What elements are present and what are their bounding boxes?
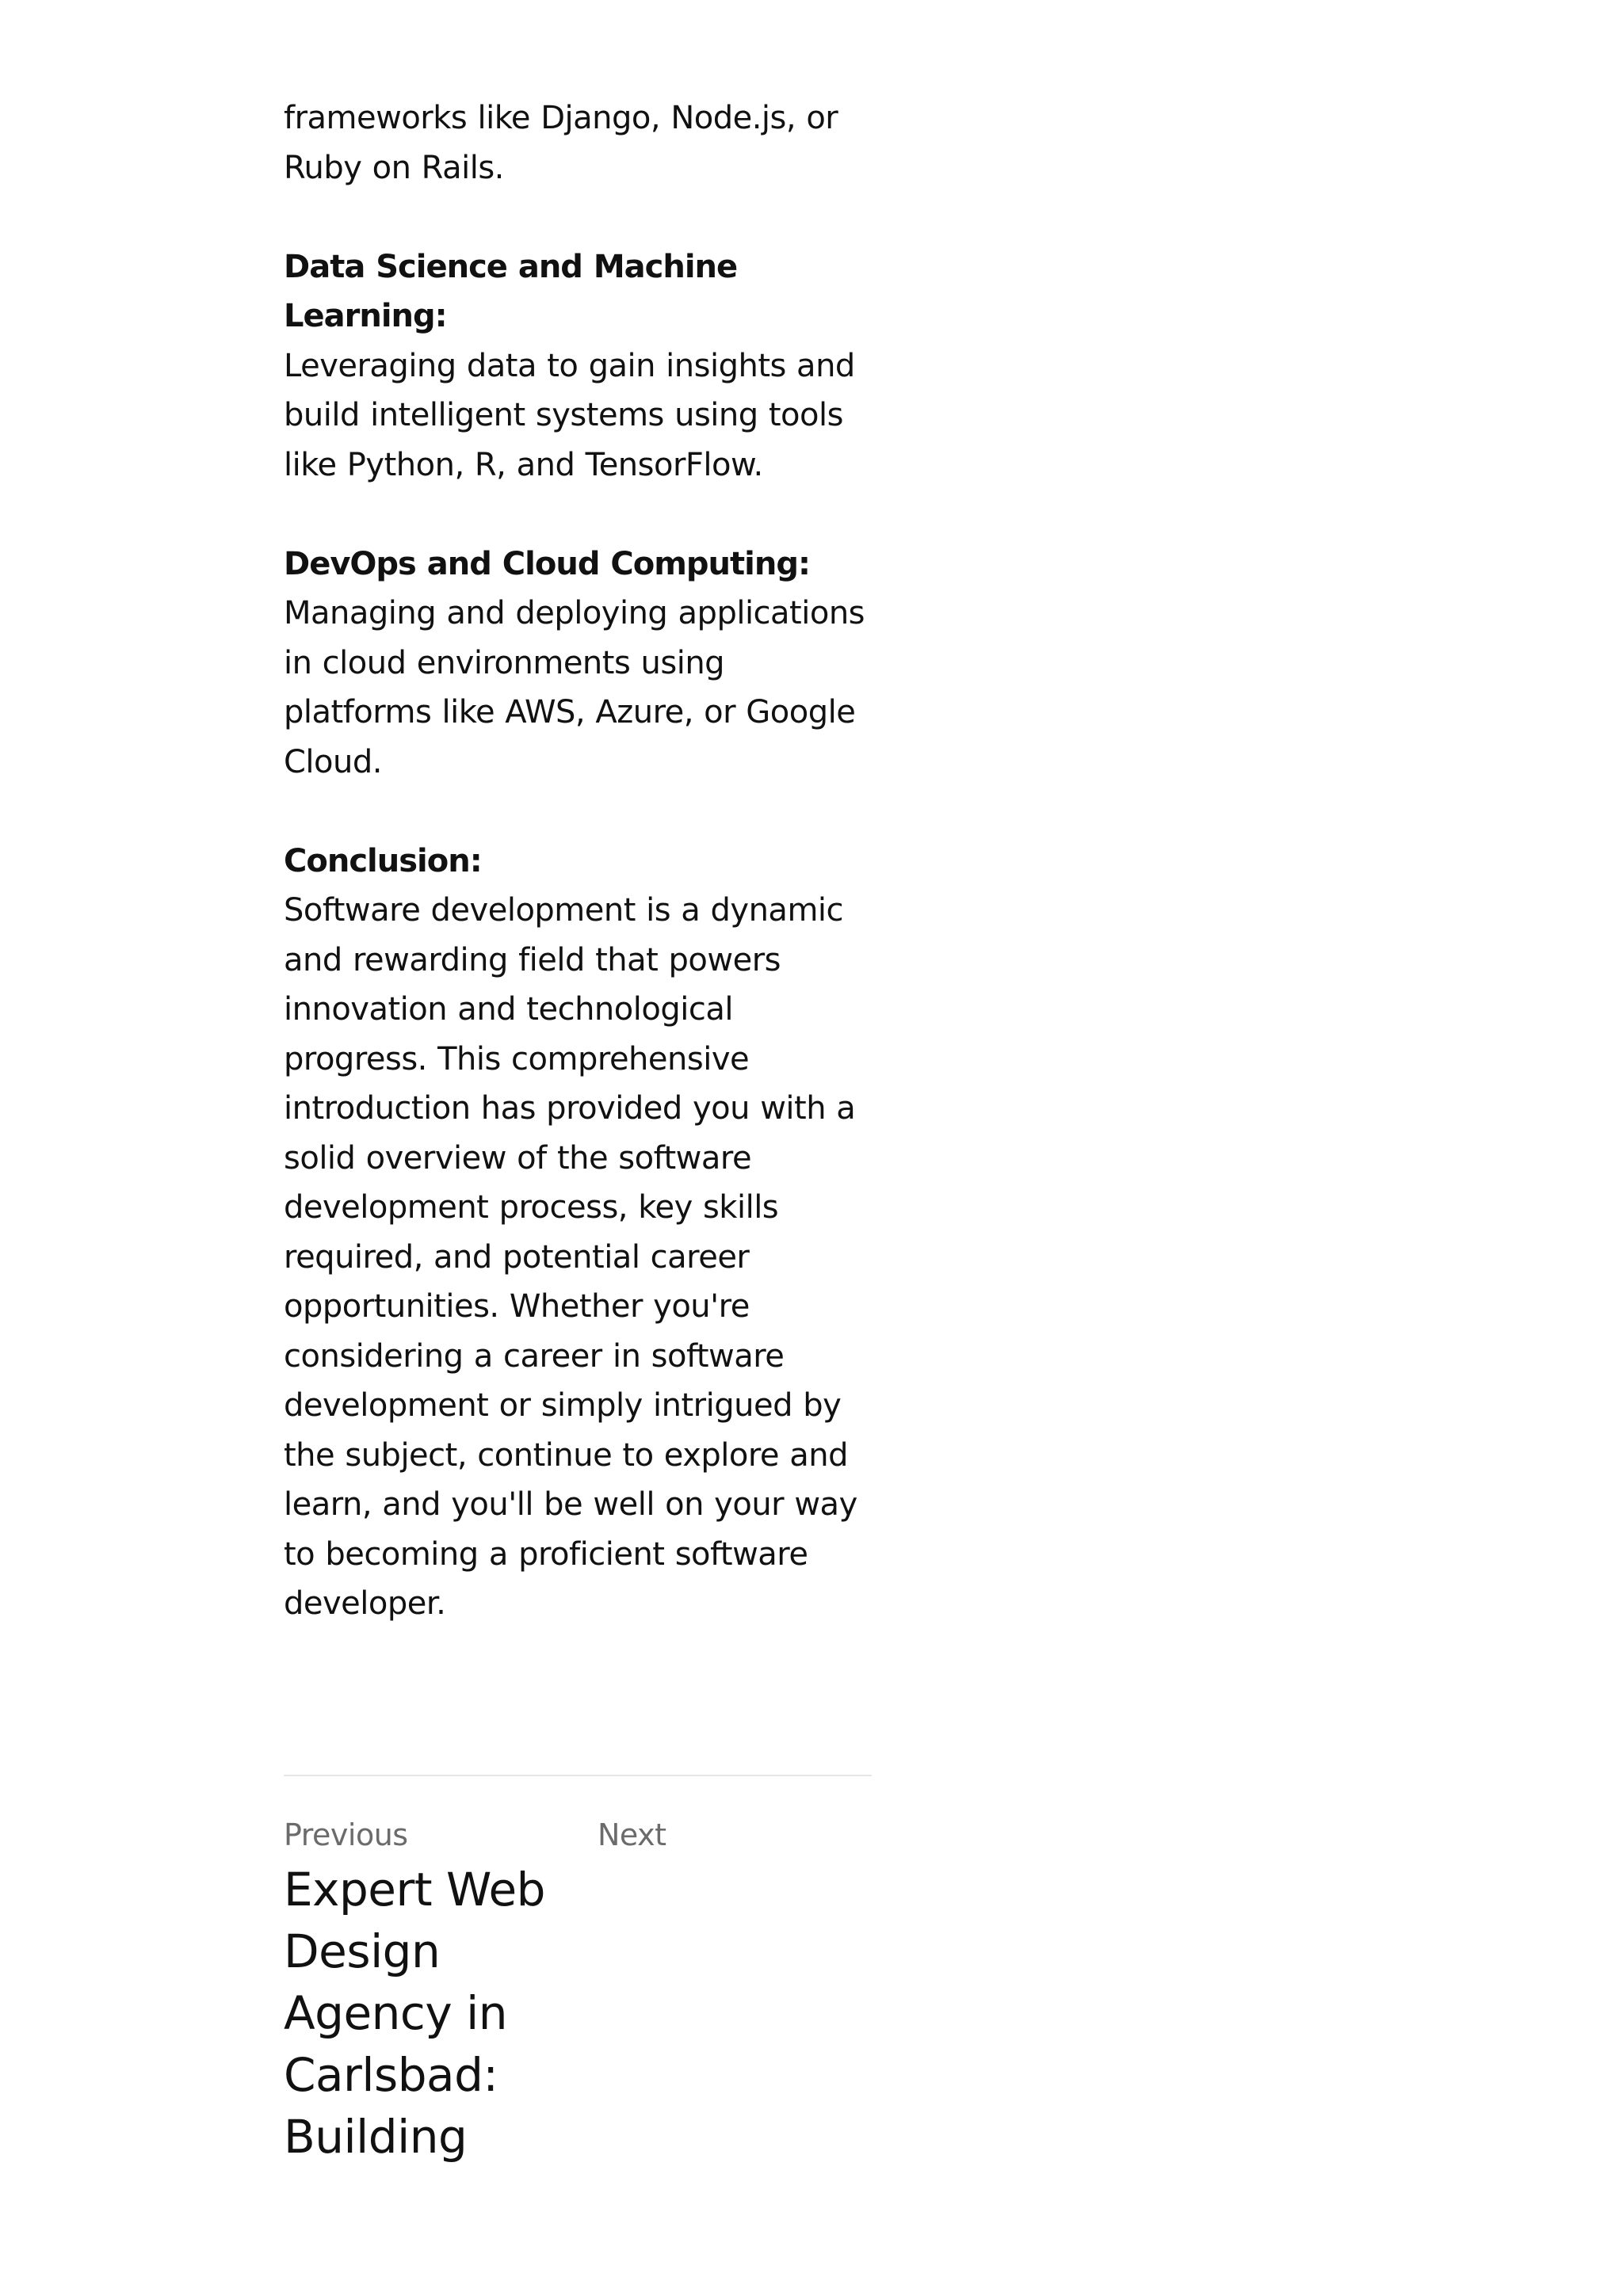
post-nav-divider: [284, 1775, 872, 1776]
devops-section: [284, 540, 874, 788]
data-science-section: [284, 242, 874, 490]
devops-text: Managing and deploying applications in cloud environments using platforms like AWS, Azure, or Google Cloud.: [284, 595, 865, 780]
paragraph-gap: [284, 193, 874, 242]
previous-post-title[interactable]: Expert Web Design Agency in Carlsbad: Building: [284, 1863, 545, 2164]
next-post-link[interactable]: [598, 1814, 872, 1855]
paragraph-gap: [284, 787, 874, 837]
conclusion-heading: Conclusion:: [284, 842, 482, 879]
conclusion-section: [284, 837, 874, 1629]
previous-label: Previous: [284, 1817, 408, 1852]
paragraph-gap: [284, 490, 874, 540]
intro-paragraph-tail: frameworks like Django, Node.js, or Ruby on Rails.: [284, 100, 838, 186]
data-science-heading: Data Science and Machine Learning:: [284, 248, 738, 334]
data-science-text: Leveraging data to gain insights and build intelligent systems using tools like Python, R, and TensorFlow.: [284, 347, 855, 483]
article-body: [284, 93, 874, 1629]
devops-heading: DevOps and Cloud Computing:: [284, 545, 810, 582]
conclusion-text: Software development is a dynamic and rewarding field that powers innovation and technological progress. This comprehensive introduction has provided you with a solid overview of the software development process, key skills required, and potential career opportunities. Whether you're considering a career in software development or simply intrigued by the subject, continue to explore and learn, and you'll be well on your way to becoming a proficient software developer.: [284, 892, 857, 1622]
next-label: Next: [598, 1817, 666, 1852]
previous-post-link[interactable]: [284, 1814, 577, 2168]
